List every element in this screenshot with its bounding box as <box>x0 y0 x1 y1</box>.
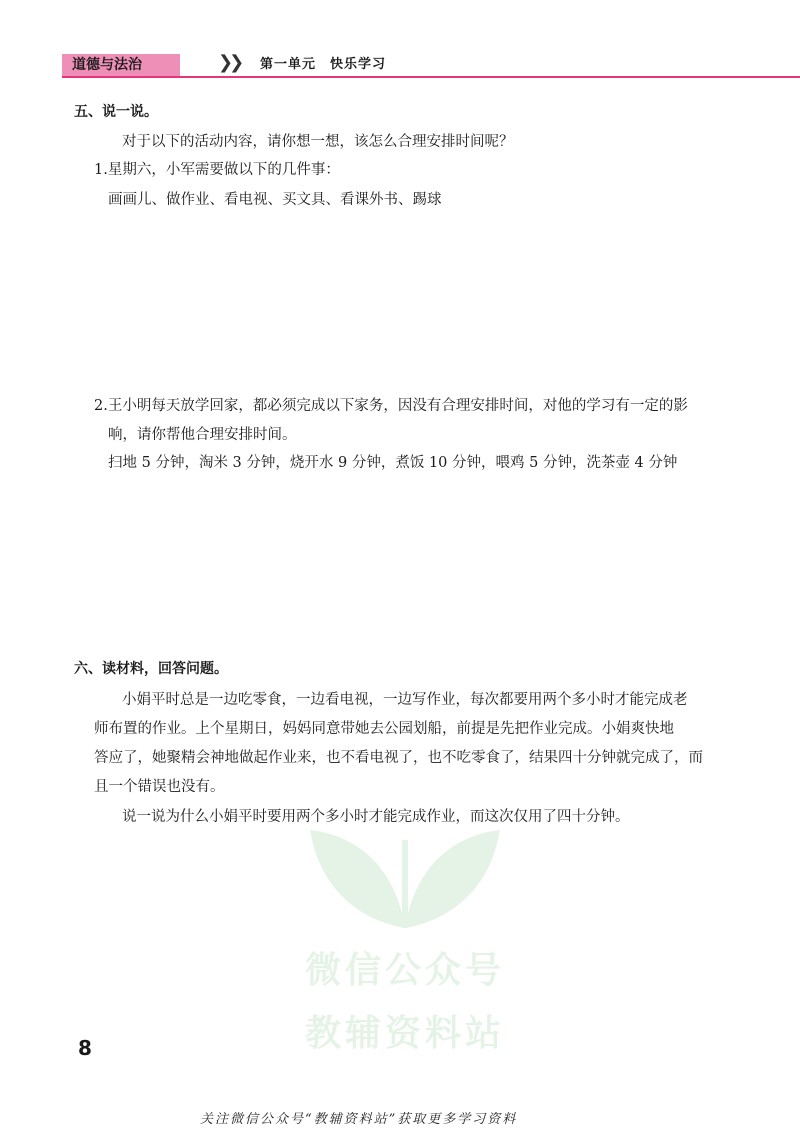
section-six-title: 六、读材料，回答问题。 <box>74 661 228 677</box>
footer-note: 关注微信公众号“教辅资料站”获取更多学习资料 <box>200 1112 518 1127</box>
watermark-line1: 微信公众号 <box>304 950 505 991</box>
reading-paragraph-line3: 答应了，她聚精会神地做起作业来，也不看电视了，也不吃零食了，结果四十分钟就完成了，而 <box>94 750 703 766</box>
question-two-chores: 扫地 5 分钟，淘米 3 分钟，烧开水 9 分钟，煮饭 10 分钟，喂鸡 5 分钟，洗茶壶 4 分钟 <box>108 455 678 471</box>
reading-paragraph-line4: 且一个错误也没有。 <box>94 779 225 795</box>
section-five-intro: 对于以下的活动内容，请你想一想，该怎么合理安排时间呢？ <box>122 134 514 150</box>
topic-label: 快乐学习 <box>330 57 387 72</box>
reading-question: 说一说为什么小娟平时要用两个多小时才能完成作业，而这次仅用了四十分钟。 <box>122 809 630 825</box>
double-chevron-right-icon: ❯❯ <box>218 52 241 73</box>
subject-tab: 道德与法治 <box>62 54 180 76</box>
section-five-title: 五、说一说。 <box>74 104 158 120</box>
watermark <box>300 810 510 1056</box>
page-header <box>62 52 800 78</box>
page-number: 8 <box>78 1036 92 1060</box>
question-one-text: 1.星期六，小军需要做以下的几件事： <box>94 162 340 178</box>
reading-paragraph-line1: 小娟平时总是一边吃零食，一边看电视，一边写作业，每次都要用两个多小时才能完成老 <box>122 692 688 708</box>
leaf-logo-icon <box>300 810 510 930</box>
unit-label: 第一单元 <box>260 57 317 72</box>
question-two-text-line1: 2.王小明每天放学回家，都必须完成以下家务，因没有合理安排时间，对他的学习有一定的影 <box>94 398 688 414</box>
question-one-activities: 画画儿、做作业、看电视、买文具、看课外书、踢球 <box>108 192 442 208</box>
question-two-text-line2: 响，请你帮他合理安排时间。 <box>108 427 297 443</box>
watermark-line2: 教辅资料站 <box>304 1013 505 1054</box>
unit-title <box>260 54 386 76</box>
reading-paragraph-line2: 师布置的作业。上个星期日，妈妈同意带她去公园划船，前提是先把作业完成。小娟爽快地 <box>94 721 674 737</box>
